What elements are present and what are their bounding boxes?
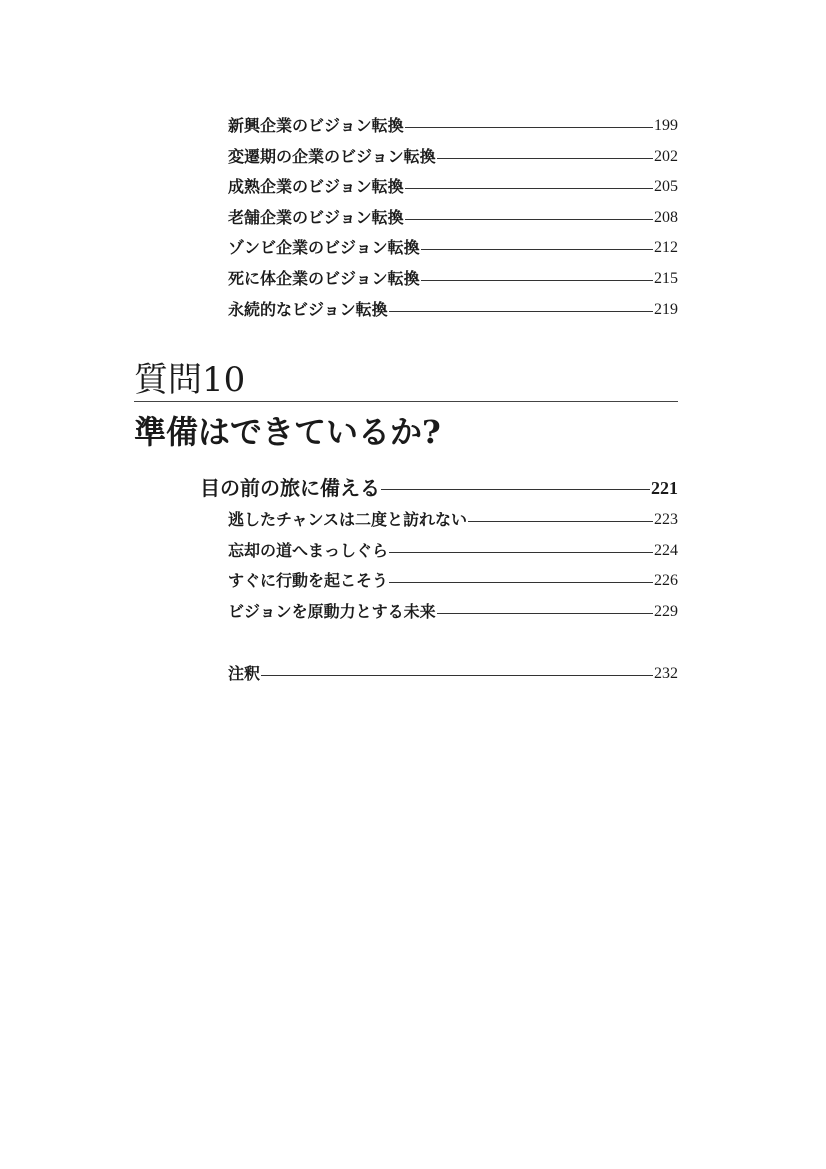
toc-entry[interactable] (228, 539, 678, 563)
toc-entry-page: 215 (654, 270, 678, 287)
toc-entry-page: 229 (654, 603, 678, 620)
toc-entry-title: ゾンビ企業のビジョン転換 (228, 238, 420, 257)
toc-entry[interactable] (228, 600, 678, 624)
toc-entry-title: 成熟企業のビジョン転換 (228, 177, 404, 196)
toc-entry-page: 223 (654, 511, 678, 528)
leader-line (389, 552, 653, 553)
toc-entry-title: 逃したチャンスは二度と訪れない (228, 510, 468, 529)
toc-entry-page: 219 (654, 301, 678, 318)
toc-entry[interactable] (228, 508, 678, 532)
toc-section-page: 221 (651, 478, 678, 498)
toc-entry-page: 224 (654, 542, 678, 559)
leader-line (421, 249, 653, 250)
toc-entry-title: 永続的なビジョン転換 (228, 300, 388, 319)
toc-entry-title: すぐに行動を起こそう (228, 571, 389, 590)
toc-notes[interactable] (228, 662, 678, 686)
leader-line (405, 188, 653, 189)
leader-line (405, 127, 653, 128)
leader-line (468, 521, 653, 522)
leader-line (405, 219, 653, 220)
leader-line (421, 280, 653, 281)
toc-entry[interactable] (228, 175, 678, 199)
leader-line (389, 311, 653, 312)
toc-entry-title: 変遷期の企業のビジョン転換 (228, 147, 436, 166)
toc-entry-title: 新興企業のビジョン転換 (228, 116, 404, 135)
toc-entry[interactable] (228, 145, 678, 169)
leader-line (389, 582, 653, 583)
toc-section[interactable] (200, 473, 678, 503)
chapter-number: 質問10 (134, 360, 246, 400)
toc-entry-page: 212 (654, 239, 678, 256)
toc-entry-title: 死に体企業のビジョン転換 (228, 269, 420, 288)
toc-entry[interactable] (228, 236, 678, 260)
toc-entry[interactable] (228, 114, 678, 138)
toc-entry-page: 199 (654, 117, 678, 134)
toc-section-title: 目の前の旅に備える (200, 476, 380, 500)
chapter-divider (134, 401, 678, 402)
toc-entry-title: ビジョンを原動力とする未来 (228, 602, 436, 621)
leader-line (437, 613, 653, 614)
toc-notes-page: 232 (654, 665, 678, 682)
toc-entry-title: 忘却の道へまっしぐら (228, 541, 389, 560)
leader-line (437, 158, 653, 159)
toc-entry-page: 208 (654, 209, 678, 226)
chapter-title: 準備はできているか? (134, 413, 441, 451)
toc-entry-page: 205 (654, 178, 678, 195)
toc-entry-title: 老舗企業のビジョン転換 (228, 208, 404, 227)
toc-entry-page: 226 (654, 572, 678, 589)
toc-entry[interactable] (228, 206, 678, 230)
leader-line (381, 489, 650, 490)
toc-entry[interactable] (228, 569, 678, 593)
toc-notes-title: 注釈 (228, 664, 261, 683)
toc-entry[interactable] (228, 298, 678, 322)
toc-entry-page: 202 (654, 148, 678, 165)
toc-entry[interactable] (228, 267, 678, 291)
leader-line (261, 675, 653, 676)
